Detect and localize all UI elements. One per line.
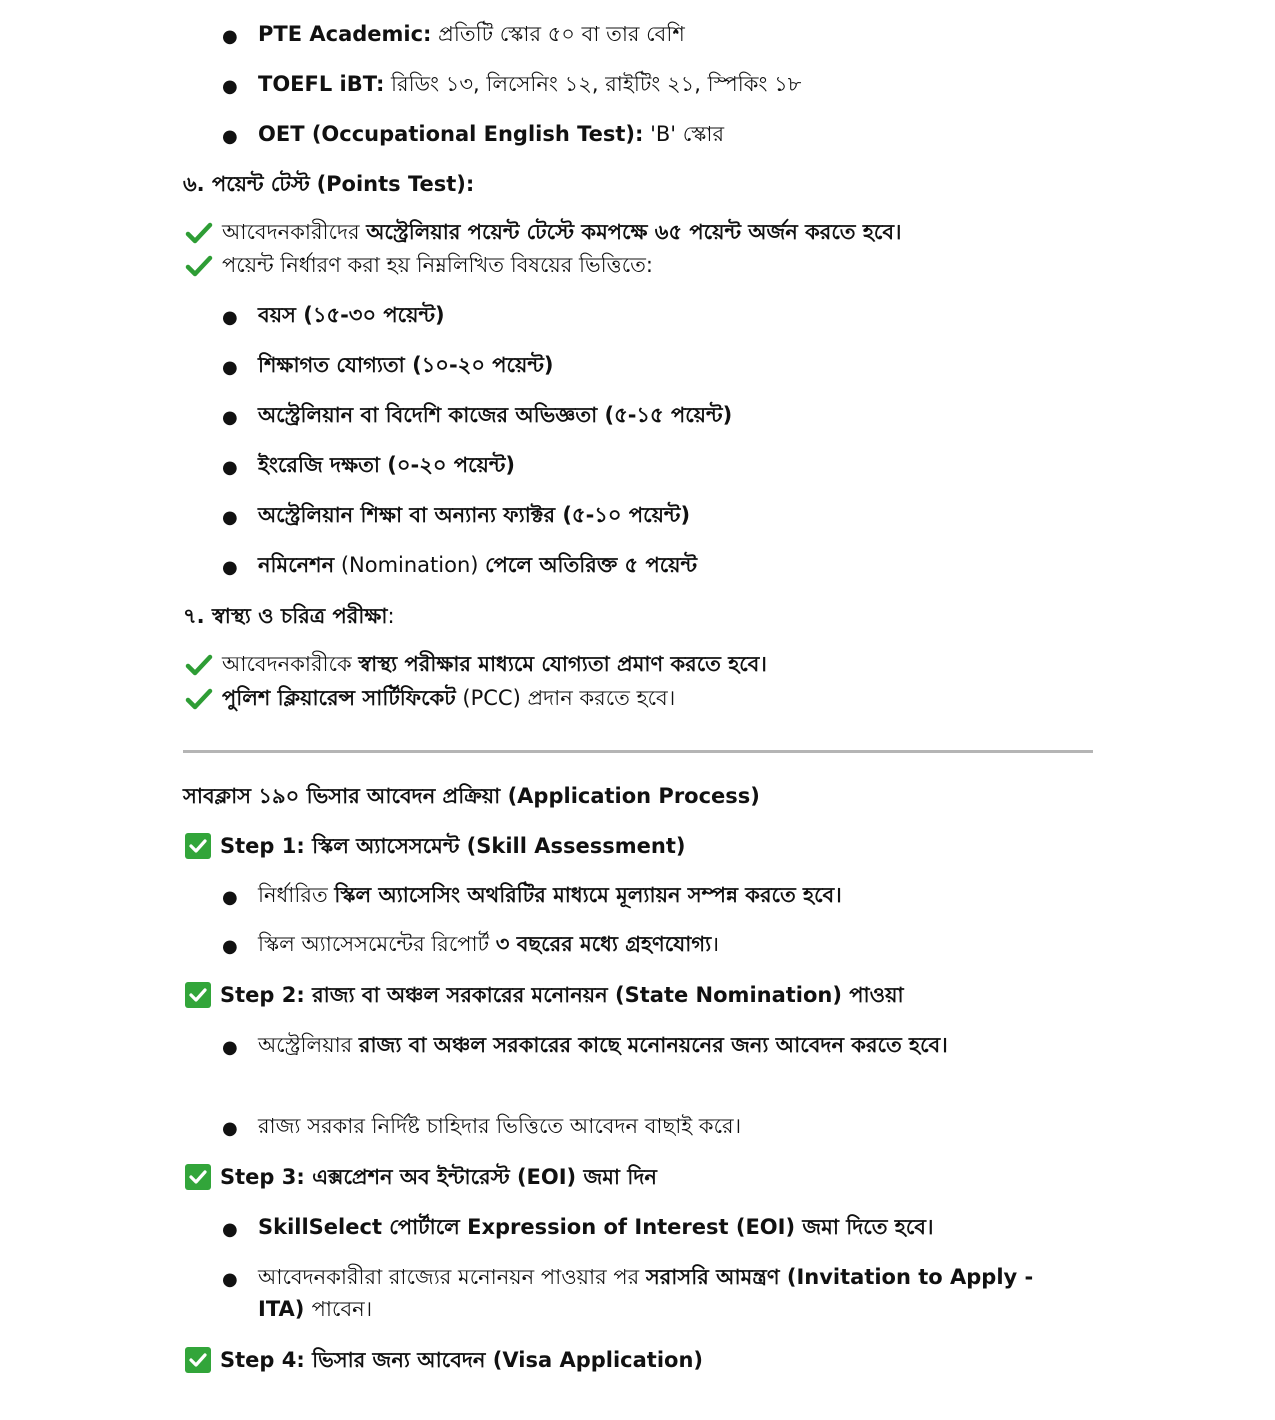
step-label: Step 4: — [220, 1348, 313, 1372]
item-tail: পাবেন। — [311, 1297, 373, 1321]
list-item — [258, 18, 685, 50]
bullet: ● — [222, 307, 238, 328]
step-title-en: (Visa Application) — [485, 1348, 704, 1372]
heading-bn: সাবক্লাস ১৯০ ভিসার আবেদন প্রক্রিয়া — [183, 784, 501, 808]
item-bold: ৩ বছরের মধ্যে গ্রহণযোগ্য — [495, 932, 712, 956]
bullet: ● — [222, 76, 238, 97]
check-mark-icon — [185, 651, 213, 679]
list-item — [258, 928, 719, 960]
section-heading-health — [183, 601, 395, 631]
check-line — [222, 649, 767, 679]
checkbox-checked-icon — [185, 1164, 211, 1190]
item-bold: পেলে অতিরিক্ত ৫ পয়েন্ট — [485, 553, 698, 577]
item-en: SkillSelect — [258, 1215, 390, 1239]
check-bold: পুলিশ ক্লিয়ারেন্স সার্টিফিকেট — [222, 686, 456, 710]
item-bold: শিক্ষাগত যোগ্যতা (১০-২০ পয়েন্ট) — [258, 353, 554, 377]
list-item — [258, 1261, 1078, 1325]
bullet: ● — [222, 1269, 238, 1290]
checkbox-checked-icon — [185, 833, 211, 859]
check-text: আবেদনকারীকে — [222, 652, 359, 676]
step-title: ভিসার জন্য আবেদন — [312, 1348, 486, 1372]
checkbox-checked-icon — [185, 1347, 211, 1373]
bullet: ● — [222, 126, 238, 147]
heading-en: (Application Process) — [500, 784, 760, 808]
check-mark-icon — [185, 219, 213, 247]
check-line — [222, 217, 902, 247]
step-label: Step 3: — [220, 1165, 313, 1189]
item-bold: জমা দিতে হবে। — [802, 1215, 934, 1239]
step-label: Step 1: — [220, 834, 313, 858]
bullet: ● — [222, 1219, 238, 1240]
item-bold: নমিনেশন — [258, 553, 335, 577]
list-item — [258, 499, 690, 531]
step-heading — [220, 831, 685, 861]
item-text: স্কিল অ্যাসেসমেন্টের রিপোর্ট — [258, 932, 496, 956]
list-item — [258, 449, 515, 481]
item-text: রিডিং ১৩, লিসেনিং ১২, রাইটিং ২১, স্পিকিং ১৮ — [391, 72, 802, 96]
bullet: ● — [222, 1037, 238, 1058]
check-line — [222, 683, 675, 713]
section-heading-process — [183, 781, 760, 811]
step-label: Step 2: — [220, 983, 313, 1007]
item-bold: ইংরেজি দক্ষতা (০-২০ পয়েন্ট) — [258, 453, 516, 477]
item-en: Expression of Interest (EOI) — [459, 1215, 803, 1239]
item-text: রাজ্য সরকার নির্দিষ্ট চাহিদার ভিত্তিতে আবেদন বাছাই করে। — [258, 1114, 742, 1138]
check-mark-icon — [185, 252, 213, 280]
check-mark-icon — [185, 685, 213, 713]
list-item — [258, 549, 697, 581]
list-item — [258, 118, 724, 150]
check-text: আবেদনকারীদের — [222, 220, 367, 244]
step-title: এক্সপ্রেশন অব ইন্টারেস্ট — [312, 1165, 510, 1189]
item-text: আবেদনকারীরা রাজ্যের মনোনয়ন পাওয়ার পর — [258, 1265, 646, 1289]
step-heading — [220, 980, 904, 1010]
step-heading — [220, 1345, 703, 1375]
section-heading-points — [183, 169, 474, 199]
bullet: ● — [222, 557, 238, 578]
bullet: ● — [222, 507, 238, 528]
item-bold: স্কিল অ্যাসেসিং অথরিটির মাধ্যমে মূল্যায়ন সম্পন্ন করতে হবে। — [334, 883, 842, 907]
step-title: পাওয়া — [849, 983, 904, 1007]
checkbox-checked-icon — [185, 982, 211, 1008]
heading-bn: ৭. স্বাস্থ্য ও চরিত্র পরীক্ষা — [183, 604, 388, 628]
step-title-en: (Skill Assessment) — [459, 834, 686, 858]
list-item — [258, 349, 553, 381]
horizontal-rule — [183, 750, 1093, 753]
item-bold: বয়স (১৫-৩০ পয়েন্ট) — [258, 303, 445, 327]
list-item — [258, 1110, 741, 1142]
check-bold: অস্ট্রেলিয়ার পয়েন্ট টেস্টে কমপক্ষে ৬৫ পয়েন্ট অর্জন করতে হবে। — [366, 220, 902, 244]
item-text: অস্ট্রেলিয়ার — [258, 1033, 359, 1057]
list-item — [258, 1029, 1078, 1061]
item-en: (Invitation to Apply - ITA) — [258, 1265, 1034, 1321]
list-item — [258, 299, 445, 331]
item-text: 'B' স্কোর — [650, 122, 725, 146]
bullet: ● — [222, 936, 238, 957]
check-bold: স্বাস্থ্য পরীক্ষার মাধ্যমে যোগ্যতা প্রমাণ করতে হবে। — [358, 652, 767, 676]
item-text: প্রতিটি স্কোর ৫০ বা তার বেশি — [438, 22, 685, 46]
item-label: TOEFL iBT: — [258, 72, 385, 96]
bullet: ● — [222, 457, 238, 478]
bullet: ● — [222, 407, 238, 428]
item-label: PTE Academic: — [258, 22, 432, 46]
item-text: (Nomination) — [334, 553, 486, 577]
check-text: পয়েন্ট নির্ধারণ করা হয় নিম্নলিখিত বিষয়ের ভিত্তিতে: — [222, 253, 653, 277]
bullet: ● — [222, 887, 238, 908]
step-title: জমা দিন — [583, 1165, 657, 1189]
item-bold: পোর্টালে — [389, 1215, 460, 1239]
heading-bn: ৬. পয়েন্ট টেস্ট — [183, 172, 310, 196]
list-item — [258, 68, 801, 100]
item-tail: । — [711, 932, 720, 956]
step-title-en: (State Nomination) — [607, 983, 850, 1007]
heading-en: (Points Test): — [316, 172, 475, 196]
bullet: ● — [222, 1118, 238, 1139]
item-label: OET (Occupational English Test): — [258, 122, 644, 146]
check-line — [222, 250, 653, 280]
item-bold: সরাসরি আমন্ত্রণ — [645, 1265, 780, 1289]
list-item — [258, 399, 732, 431]
item-bold: রাজ্য বা অঞ্চল সরকারের কাছে মনোনয়নের জন্য আবেদন করতে হবে। — [358, 1033, 948, 1057]
item-bold: অস্ট্রেলিয়ান শিক্ষা বা অন্যান্য ফ্যাক্টর (৫-১০ পয়েন্ট) — [258, 503, 691, 527]
bullet: ● — [222, 26, 238, 47]
list-item — [258, 1211, 933, 1243]
check-text: (PCC) প্রদান করতে হবে। — [455, 686, 676, 710]
list-item — [258, 879, 842, 911]
item-bold: অস্ট্রেলিয়ান বা বিদেশি কাজের অভিজ্ঞতা (৫-১৫ পয়েন্ট) — [258, 403, 733, 427]
step-title: স্কিল অ্যাসেসমেন্ট — [312, 834, 460, 858]
step-title: রাজ্য বা অঞ্চল সরকারের মনোনয়ন — [312, 983, 608, 1007]
step-heading — [220, 1162, 657, 1192]
heading-rest: : — [387, 604, 395, 628]
step-title-en: (EOI) — [509, 1165, 584, 1189]
item-text: নির্ধারিত — [258, 883, 335, 907]
bullet: ● — [222, 357, 238, 378]
